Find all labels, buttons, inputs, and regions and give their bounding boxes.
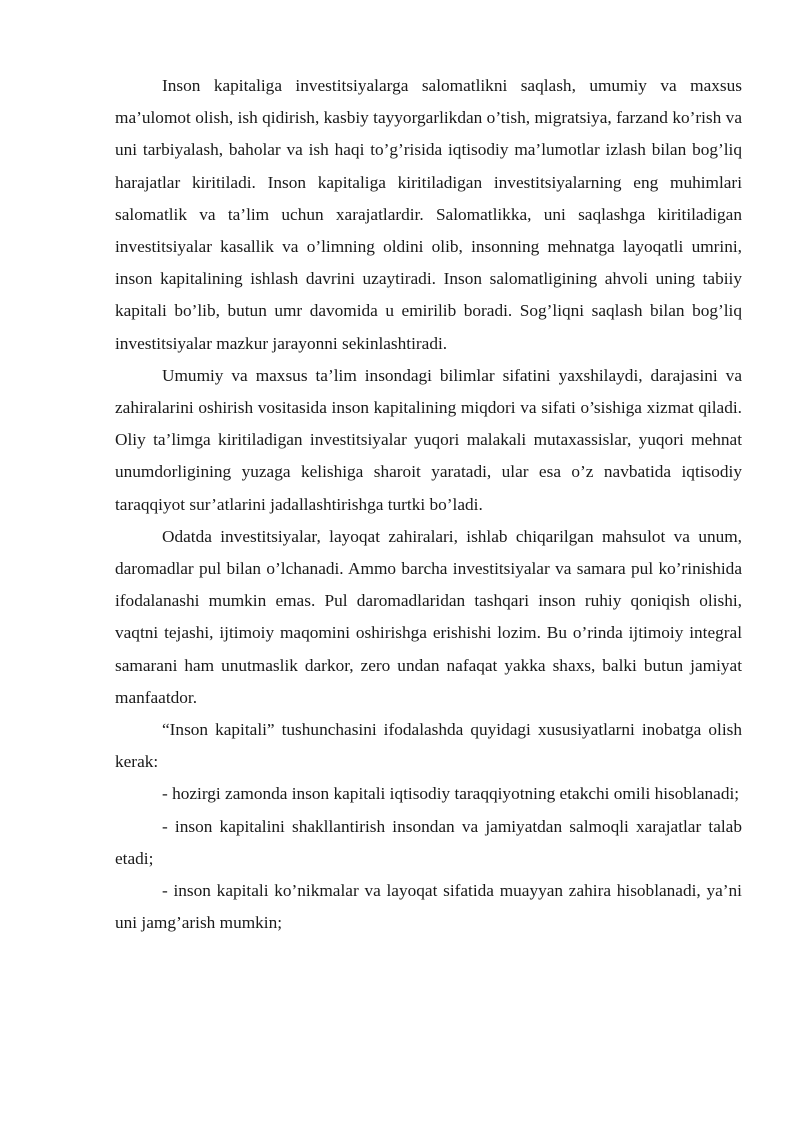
paragraph: Umumiy va maxsus ta’lim insondagi bilimlar sifatini yaxshilaydi, darajasini va zahiralarini oshirish vositasida inson kapitalining miqdori va sifati o’sishiga xizmat qiladi. Oliy ta’limga kiritiladigan investitsiyalar yuqori malakali mutaxassislar, yuqori mehnat unumdorligining yuzaga kelishiga sharoit yaratadi, ular esa o’z navbatida iqtisodiy taraqqiyot sur’atlarini jadallashtirishga turtki bo’ladi. xyxy=(115,365,742,514)
list-item: - inson kapitali ko’nikmalar va layoqat sifatida muayyan zahira hisoblanadi, ya’ni uni jamg’arish mumkin; xyxy=(115,881,742,933)
list-item: - hozirgi zamonda inson kapitali iqtisodiy taraqqiyotning etakchi omili hisoblanadi; xyxy=(162,784,740,804)
paragraph: Inson kapitaliga investitsiyalarga salomatlikni saqlash, umumiy va maxsus ma’ulomot olish, ish qidirish, kasbiy tayyorgarlikdan o’tish, migratsiya, farzand ko’rish va uni tarbiyalash, baholar va ish haqi to’g’risida iqtisodiy ma’lumotlar izlash bilan bog’liq harajatlar kiritiladi. Inson kapitaliga kiritiladigan investitsiyalarning eng muhimlari salomatlik va ta’lim uchun xarajatlardir. Salomatlikka, uni saqlashga kiritiladigan investitsiyalar kasallik va o’limning oldini olib, insonning mehnatga layoqatli umrini, inson kapitalining ishlash davrini uzaytiradi. Inson salomatligining ahvoli uning tabiiy kapitali bo’lib, butun umr davomida u emirilib boradi. Sog’liqni saqlash bilan bog’liq investitsiyalar mazkur jarayonni sekinlashtiradi. xyxy=(115,76,742,353)
list-item: - inson kapitalini shakllantirish insondan va jamiyatdan salmoqli xarajatlar talab etadi; xyxy=(115,816,742,868)
document-page xyxy=(115,70,742,939)
paragraph: “Inson kapitali” tushunchasini ifodalashda quyidagi xususiyatlarni inobatga olish kerak: xyxy=(115,720,742,772)
paragraph: Odatda investitsiyalar, layoqat zahiralari, ishlab chiqarilgan mahsulot va unum, daromadlar pul bilan o’lchanadi. Ammo barcha investitsiyalar va samara pul ko’rinishida ifodalanashi mumkin emas. Pul daromadlaridan tashqari inson ruhiy qoniqish olishi, vaqtni tejashi, ijtimoiy maqomini oshirishga erishishi lozim. Bu o’rinda ijtimoiy integral samarani ham unutmaslik darkor, zero undan nafaqat yakka shaxs, balki butun jamiyat manfaatdor. xyxy=(115,526,742,707)
